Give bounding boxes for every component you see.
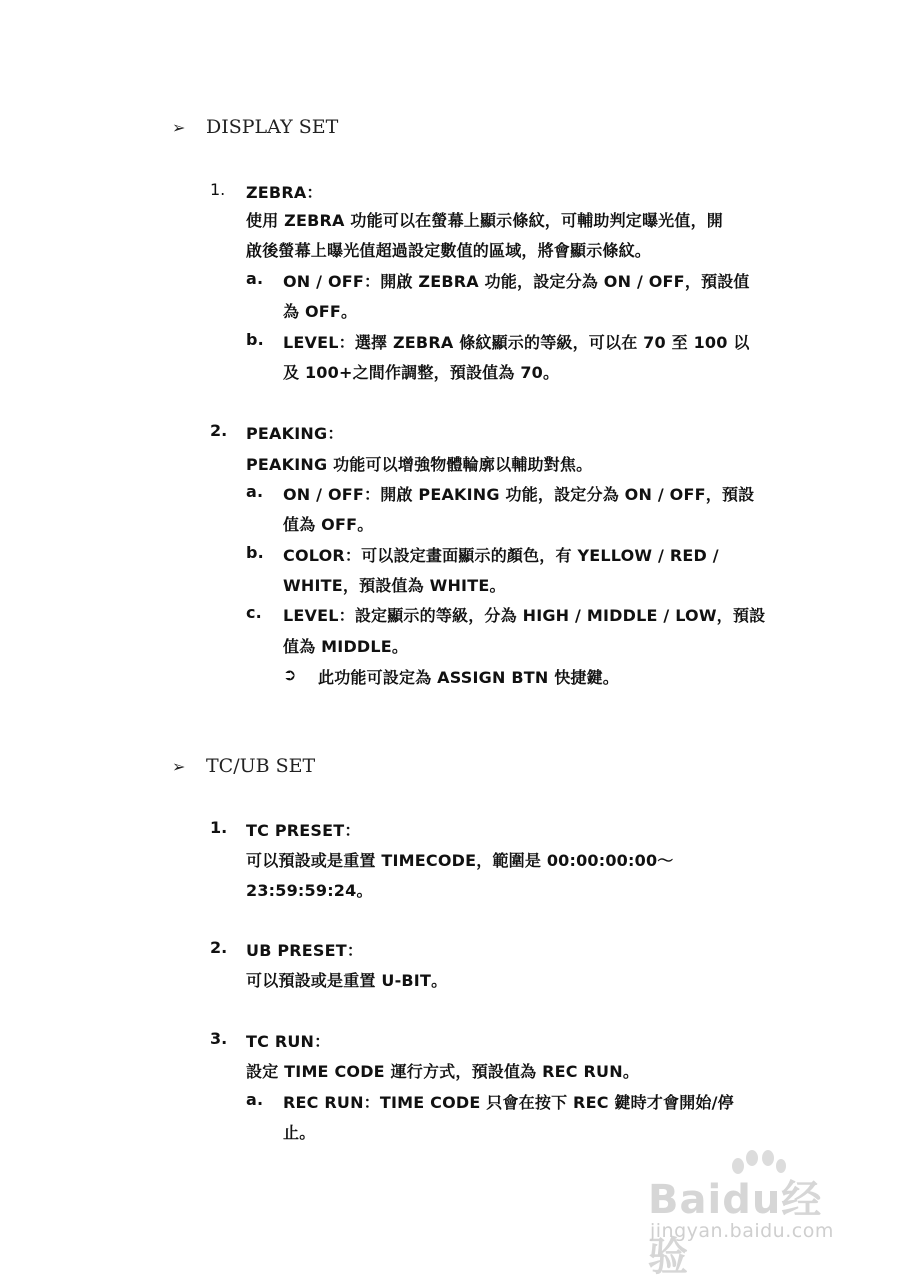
peaking-on-off-line: 值為 OFF。: [283, 515, 374, 534]
item-heading-ub-preset: UB PRESET：: [246, 941, 364, 960]
baidu-watermark: [648, 1150, 858, 1280]
sub-item-label: b.: [246, 543, 264, 562]
item-heading-zebra: ZEBRA：: [246, 183, 323, 202]
peaking-color-line: WHITE，預設值為 WHITE。: [283, 576, 506, 595]
zebra-on-off-line: 為 OFF。: [283, 302, 358, 321]
item-number: 2.: [210, 421, 228, 440]
zebra-level-line: 及 100+之間作調整，預設值為 70。: [283, 363, 560, 382]
peaking-level-line: LEVEL：設定顯示的等級，分為 HIGH / MIDDLE / LOW，預設: [283, 606, 766, 625]
note-arrow-icon: ➲: [283, 665, 297, 684]
sub-item-label: c.: [246, 603, 262, 622]
tc-run-description-line: 設定 TIME CODE 運行方式，預設值為 REC RUN。: [246, 1062, 640, 1081]
peaking-color-line: COLOR：可以設定畫面顯示的顏色，有 YELLOW / RED /: [283, 546, 719, 565]
assign-btn-note: 此功能可設定為 ASSIGN BTN 快捷鍵。: [318, 668, 619, 687]
zebra-level-line: LEVEL：選擇 ZEBRA 條紋顯示的等級，可以在 70 至 100 以: [283, 333, 750, 352]
ub-preset-description-line: 可以預設或是重置 U-BIT。: [246, 971, 448, 990]
item-number: 3.: [210, 1029, 228, 1048]
sub-item-label: a.: [246, 269, 264, 288]
watermark-url: jingyan.baidu.com: [650, 1220, 834, 1242]
section-heading-display-set: ➢ DISPLAY SET: [172, 116, 339, 138]
item-number: 1.: [210, 818, 228, 837]
item-heading-peaking: PEAKING：: [246, 424, 344, 443]
watermark-logo-text: Baidu经验: [648, 1177, 823, 1280]
item-heading-tc-run: TC RUN：: [246, 1032, 331, 1051]
arrow-bullet-icon: ➢: [172, 118, 186, 137]
rec-run-line: REC RUN：TIME CODE 只會在按下 REC 鍵時才會開始/停: [283, 1093, 734, 1112]
tc-preset-description-line: 可以預設或是重置 TIMECODE，範圍是 00:00:00:00～: [246, 851, 674, 870]
tc-preset-description-line: 23:59:59:24。: [246, 881, 373, 900]
peaking-level-line: 值為 MIDDLE。: [283, 637, 409, 656]
zebra-description-line: 使用 ZEBRA 功能可以在螢幕上顯示條紋，可輔助判定曝光值，開: [246, 211, 723, 230]
peaking-description-line: PEAKING 功能可以增強物體輪廓以輔助對焦。: [246, 455, 593, 474]
zebra-description-line: 啟後螢幕上曝光值超過設定數值的區域，將會顯示條紋。: [246, 241, 652, 260]
zebra-on-off-line: ON / OFF：開啟 ZEBRA 功能，設定分為 ON / OFF，預設值: [283, 272, 750, 291]
sub-item-label: b.: [246, 330, 264, 349]
item-number: 1.: [210, 180, 226, 199]
sub-item-label: a.: [246, 482, 264, 501]
item-number: 2.: [210, 938, 228, 957]
arrow-bullet-icon: ➢: [172, 757, 186, 776]
peaking-on-off-line: ON / OFF：開啟 PEAKING 功能，設定分為 ON / OFF，預設: [283, 485, 755, 504]
sub-item-label: a.: [246, 1090, 264, 1109]
section-heading-tc-ub-set: ➢ TC/UB SET: [172, 755, 316, 777]
item-heading-tc-preset: TC PRESET：: [246, 821, 361, 840]
rec-run-line: 止。: [283, 1123, 316, 1142]
